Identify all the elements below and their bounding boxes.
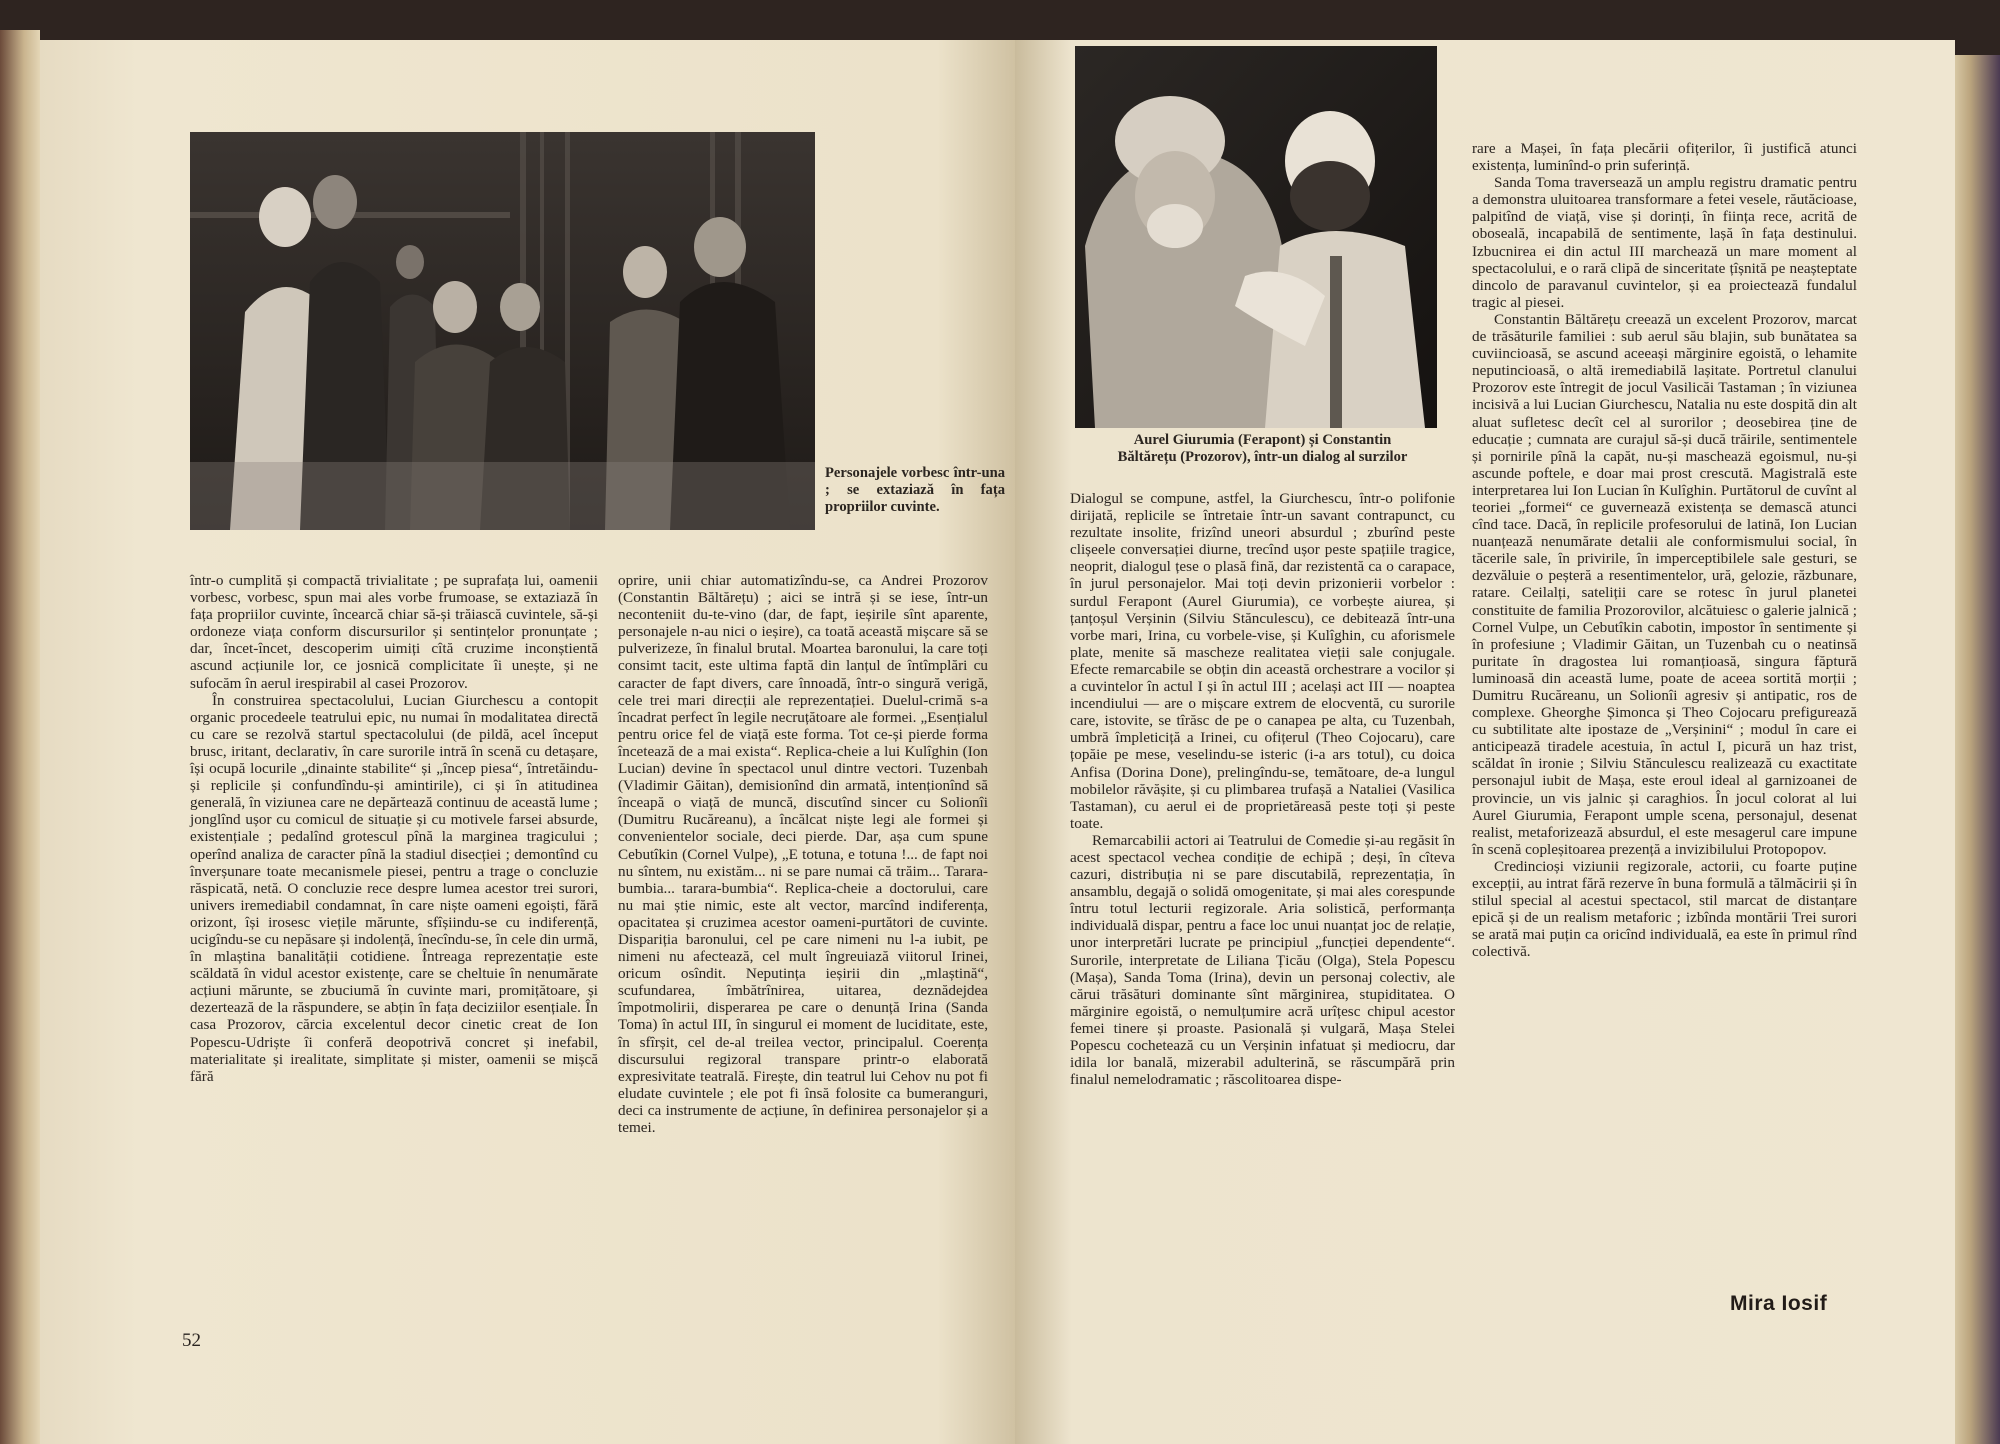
right-column-1	[1070, 490, 1455, 1088]
left-column-2	[618, 572, 988, 1136]
author-signature: Mira Iosif	[1730, 1292, 1828, 1315]
right-column-2	[1472, 140, 1857, 961]
book-edge-right	[1950, 55, 2000, 1444]
book-edge-left	[0, 30, 40, 1444]
paragraph: Constantin Băltărețu creează un excelent Prozorov, marcat de trăsăturile familiei : sub aerul său blajin, sub bunătatea sa cuviincioasă, se ascund aceeași mărginire egoistă, o lehamite neputincioasă, o altă iremediabilă lașitate. Portretul clanului Prozorov este întregit de jocul Vasilicăi Tastaman ; în viziunea incisivă a lui Lucian Giurchescu, Natalia nu este dospită din alt aluat sufletesc decît cel al surorilor ; deosebirea ține de educație ; cumnata are curajul să-și ducă trăirile, sentimentele și pornirile pînă la capăt, nu-și mascheazä egoismul, nu-și ascunde poftele, e doar mai prost crescută. Magistrală este interpretarea lui Ion Lucian în Kulîghin. Purtătorul de cuvînt al teoriei „formei“ ce guvernează existența se demască atunci cînd tace. Dacă, în replicile profesorului de latină, Ion Lucian nuanțează nenumărate detalii ale conformismului social, în tăcerile sale, în privirile, în imperceptibilele sale gesturi, se dezvăluie o peșteră a resentimentelor, ură, gelozie, răzbunare, ratare. Ceilalți, sateliții care se rotesc în jurul planetei constituite de familia Prozorovilor, alcătuiesc o galerie jalnică ; Cornel Vulpe, un Cebutîkin cabotin, impostor în sentimente și în profesiune ; Vladimir Găitan, un Tuzenbah cu o neatinsă puritate în dragostea lui romanțioasă, singura făptură luminoasă din această lume, poate de aceea sortită morții ; Dumitru Rucăreanu, un Solionîi agresiv și antipatic, ros de complexe. Gheorghe Șimonca și Theo Cojocaru prefigurează cu subtilitate alte ipostaze de „Verșinini“ ; modul în care ei anticipează tiradele acestuia, în actul I, picură un haz trist, scăldat în ironie ; Silviu Stănculescu realizează cu exactitate personajul iubit de Mașa, este eroul ideal al garnizoanei de provincie, un vis jalnic și caraghios. În jocul colorat al lui Aurel Giurumia, Ferapont umple scena, personajul, desenat realist, metaforizează absurdul, el este mesagerul care impune în scenă copleșitoarea prezență a invizibilului Protopopov.	[1472, 310, 1857, 858]
right-page	[1015, 40, 1955, 1444]
paragraph: Credincioși viziunii regizorale, actorii, cu foarte puține excepții, au intrat fără rezerve în buna formulă a tălmăcirii și în stilul special al acestui spectacol, stil marcat de distanțare epică și de un realism metaforic ; izbînda montării Trei surori se arată mai puțin ca oricînd individuală, ea este în primul rînd colectivă.	[1472, 857, 1857, 961]
paragraph: Dialogul se compune, astfel, la Giurchescu, într-o polifonie dirijată, replicile se întretaie într-un savant contrapunct, cu rezultate insolite, frizînd uneori absurdul ; zburînd peste clișeele conversației diurne, trecînd ușor peste spațiile tragice, neoprit, dialogul țese o plasă fină, dar rezistentă ca o carapace, în jurul personajelor. Mai toți devin prizonierii vorbelor : surdul Ferapont (Aurel Giurumia), ce vorbește aiurea, și țanțoșul Verșinin (Silviu Stănculescu), ce debitează într-una vorbe mari, Irina, cu vorbele-vise, și Kulîghin, cu aforismele plate, menite să mascheze realitatea vieții sale conjugale. Efecte remarcabile se obțin din această orchestrare a vocilor și a cuvintelor în actul I și în actul III ; același act III — noaptea incendiului — are o mișcare extrem de elocventă, cu surorile care, istovite, se tîrăsc de pe o canapea pe alta, cu Tuzenbah, umbră împleticiță a Irinei, cu ofițerul (Theo Cojocaru), care țopăie pe mese, veselindu-se isteric (i-a ars totul), cu doica Anfisa (Dorina Done), prelingîndu-se, temătoare, de-a lungul mobilelor răvășite, și cu plimbarea trufașă a Nataliei (Vasilica Tastaman), cu aerul ei de proprietăreasă peste toți și peste toate.	[1070, 490, 1455, 832]
paragraph: într-o cumplită și compactă trivialitate ; pe suprafața lui, oamenii vorbesc, vorbesc, spun mai ales vorbe frumoase, se extaziază în fața propriilor cuvinte, încearcă chiar să-și trăiască cuvintele, să-și ordoneze viața conform discursurilor și sentințelor pronunțate ; dar, încet-încet, descoperim uimiți cîtă cruzime inconștientă ascund acțiunile lor, ce josnică complicitate îi unește, și ne sufocăm în aerul irespirabil al casei Prozorov.	[190, 572, 598, 692]
paragraph: Remarcabilii actori ai Teatrului de Comedie și-au regăsit în acest spectacol vechea condiție de echipă ; deși, în cîteva cazuri, distribuția ni se pare discutabilă, reprezentația, în ansamblu, degajă o solidă omogenitate, și mai ales corespunde întru totul lecturii regizorale. Aria solistică, performanța individuală dispar, pentru a face loc unui nuanțat joc de relație, unor interpretări lucrate pe principiul „funcției dependente“. Surorile, interpretate de Liliana Țicău (Olga), Stela Popescu (Mașa), Sanda Toma (Irina), devin un personaj colectiv, ale cărui trăsături dominante sînt mărginirea, stupiditatea. O mărginire egoistă, o nemulțumire acră urîțesc chipul acestor femei tinere și proaste. Pasională și vulgară, Mașa Stelei Popescu cochetează cu un Verșinin infatuat și mediocru, dar idila lor banală, mizerabil adulterină, se răscumpără prin finalul nemelodramatic ; răscolitoarea dispe-	[1070, 831, 1455, 1089]
left-page	[40, 40, 1015, 1444]
stage-photo-ferapont-prozorov	[1075, 46, 1437, 428]
page-number: 52	[182, 1330, 201, 1351]
paragraph: În construirea spectacolului, Lucian Giurchescu a contopit organic procedeele teatrului epic, nu numai în modalitatea directă cu care se rezolvă startul spectacolului (de pildă, acel început brusc, iritant, declarativ, în care surorile intră în scenă cu detașare, își ocupă locurile „dinainte stabilite“ și „încep piesa“, întretăindu-și replicile și confundîndu-și amintirile), ci și în atitudinea generală, în viziunea care ne depărtează continuu de această lume ; jonglînd ușor cu comicul de situație și cu motivele farsei absurde, existențiale ; pedalînd grotescul pînă la marginea tragicului ; operînd analiza de caracter pînă la stadiul disecției ; demontînd cu înverșunare toate mecanismele piesei, pentru a trage o concluzie răspicată, netă. O concluzie rece despre lumea acestor trei surori, univers iremediabil condamnat, în care niște oameni egoiști, fără orizont, își irosesc viețile mărunte, sfîșiindu-se cu indiferență, ucigîndu-se cu nepăsare și indolență, înecîndu-se, în cele din urmă, în mlaștina banalității cotidiene. Întreaga reprezentație este scăldată în vidul acestor existențe, care se cheltuie în nenumărate acțiuni mărunte, se zbuciumă în cuvinte mari, promițătoare, și dezertează de la răspundere, se abțin în fața deciziilor esențiale. În casa Prozorov, cărcia excelentul decor cinetic creat de Ion Popescu-Udriște îi conferă deopotrivă concret și inefabil, materialitate și irealitate, simplitate și mister, oamenii se mișcă fără	[190, 691, 598, 1085]
stage-photo-group	[190, 132, 815, 530]
right-photo-caption: Aurel Giurumia (Ferapont) și Constantin Băltărețu (Prozorov), într-un dialog al surzilor	[1117, 432, 1408, 465]
paragraph: oprire, unii chiar automatizîndu-se, ca Andrei Prozorov (Constantin Băltărețu) ; aici se intră și se iese, într-un neconteniit du-te-vino (dar, de fapt, ieșirile sînt aparente, personajele n-au nici o ieșire), ca toată această mișcare să se pulverizeze, în finalul brutal. Moartea baronului, la care toți consimt tacit, este ultima faptă din lanțul de întîmplări cu caracter de fapt divers, care înnoadă, într-o singură verigă, cele trei mari direcții ale reprezentației. Duelul-crimă s-a încadrat perfect în legile necruțătoare ale formei. „Esențialul pentru orice fel de viață este forma. Tot ce-și pierde forma încetează de a mai exista“. Replica-cheie a lui Kulîghin (Ion Lucian) devine în spectacol unul dintre vectori. Tuzenbah (Vladimir Găitan), demisionînd din armată, intenționînd să înceapă o viață de muncă, discutînd sincer cu Solionîi (Dumitru Rucăreanu), a încălcat niște legi ale formei și convenientelor sociale, deci pierde. Dar, așa cum spune Cebutîkin (Cornel Vulpe), „E totuna, e totuna !... de fapt noi nu sîntem, nu existăm... ni se pare numai că trăim... Tarara-bumbia... tarara-bumbia“. Replica-cheie a doctorului, care nu mai știe nimic, este alt vector, marcînd indiferența, opacitatea și cruzimea acestor oameni-purtători de cuvinte. Dispariția baronului, cel pe care nimeni nu l-a iubit, pe nimeni nu afectează, cel mult îngreuiază viitorul Irinei, oricum osîndit. Neputința ieșirii din „mlaștină“, scufundarea, îmbătrînirea, uitarea, deznădejdea împotmolirii, disperarea pe care o denunță Irina (Sanda Toma) în actul III, în singurul ei moment de luciditate, este, în sfîrșit, cel de-al treilea vector, principalul. Coerența discursului regizoral transpare printr-o elaborată expresivitate teatrală. Firește, din teatrul lui Cehov nu pot fi eludate cuvintele ; ele pot fi însă folosite ca bumeranguri, deci ca instrumente de acțiune, în definirea personajelor și a temei.	[618, 572, 988, 1136]
paragraph: rare a Mașei, în fața plecării ofițerilor, îi justifică atunci existența, luminînd-o prin suferință.	[1472, 140, 1857, 175]
paragraph: Sanda Toma traversează un amplu registru dramatic pentru a demonstra uluitoarea transformare a fetei vesele, răutăcioase, palpitînd de viață, vise și dorinți, în ființa rece, acrită de oboseală, incapabilă de sentimente, lașă în fața destinului. Izbucnirea ei din actul III marchează un mare moment al spectacolului, e o rară clipă de sinceritate țîșnită pe neașteptate dincolo de paravanul cuvintelor, și ea proiectează fundalul tragic al piesei.	[1472, 174, 1857, 311]
left-photo-caption: Personajele vorbesc într-una ; se extaziază în fața propriilor cuvinte.	[825, 465, 1005, 515]
left-column-1	[190, 572, 598, 1085]
